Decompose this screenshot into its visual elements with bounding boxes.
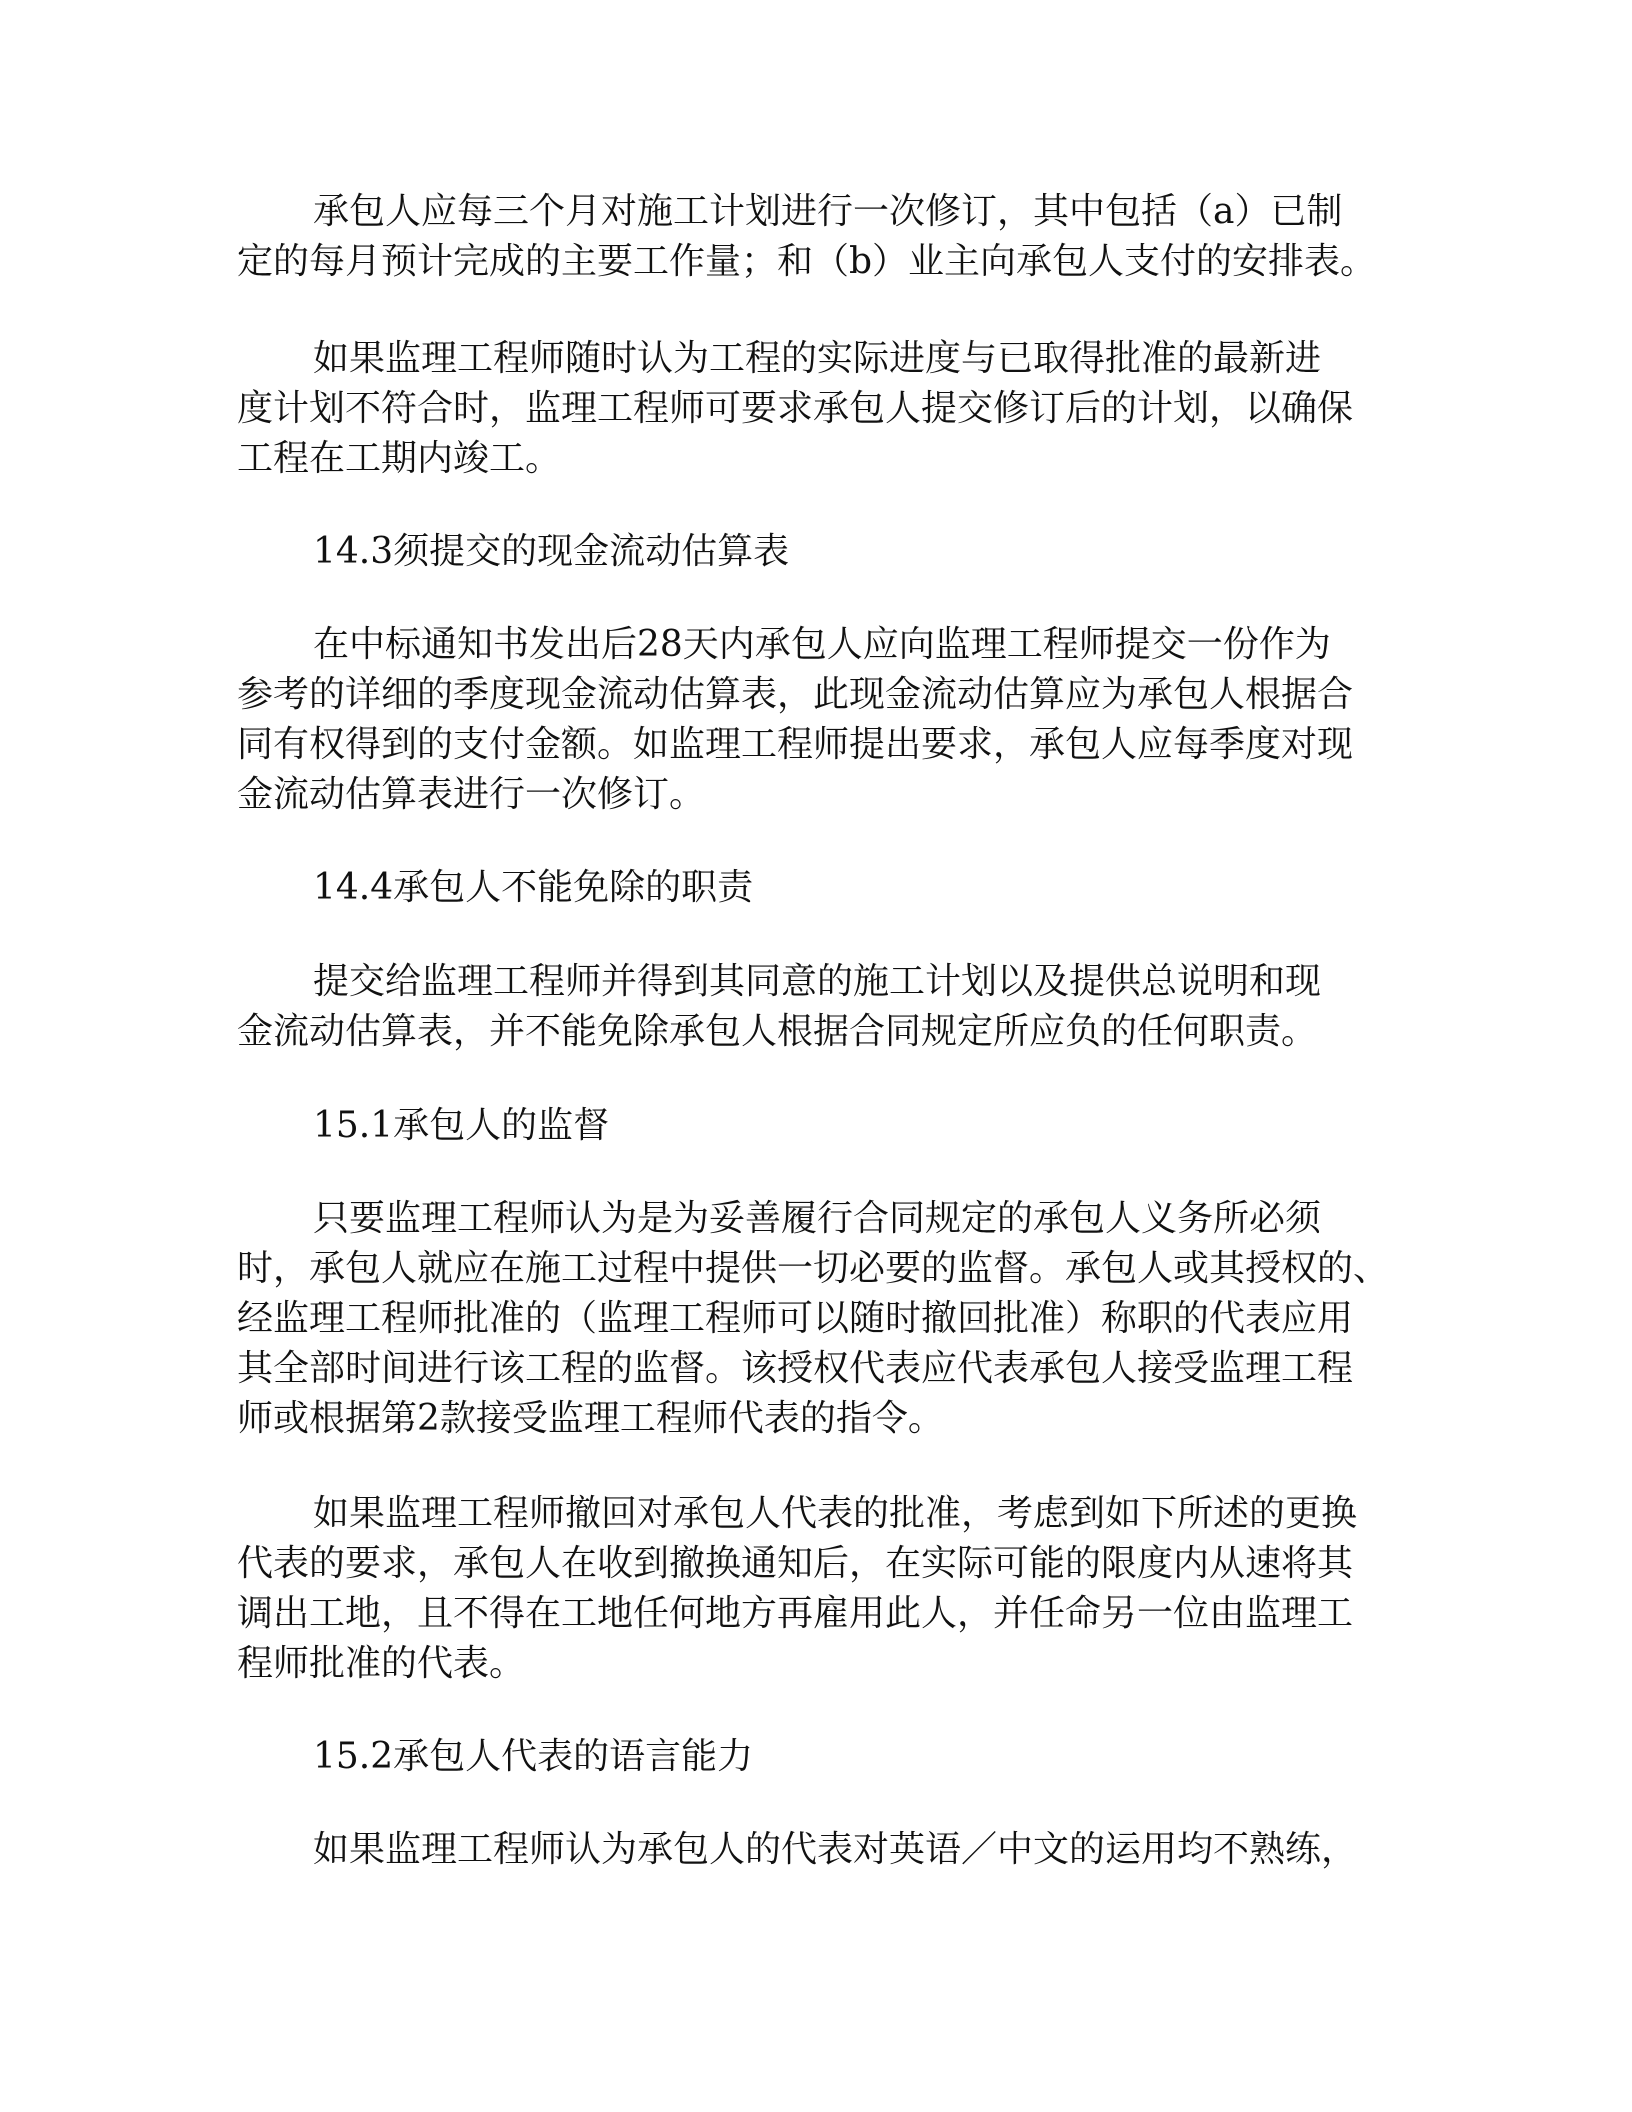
paragraph-line: 时，承包人就应在施工过程中提供一切必要的监督。承包人或其授权的、 [237,1248,1390,1289]
paragraph-line: 提交给监理工程师并得到其同意的施工计划以及提供总说明和现 [313,961,1322,1002]
paragraph-line: 程师批准的代表。 [237,1643,526,1684]
paragraph-line: 工程在工期内竣工。 [237,438,562,479]
paragraph-line: 代表的要求，承包人在收到撤换通知后，在实际可能的限度内从速将其 [237,1543,1354,1584]
paragraph-line: 在中标通知书发出后28天内承包人应向监理工程师提交一份作为 [313,624,1331,665]
paragraph-line: 如果监理工程师随时认为工程的实际进度与已取得批准的最新进 [313,338,1322,379]
paragraph-line: 如果监理工程师认为承包人的代表对英语／中文的运用均不熟练， [313,1829,1358,1870]
section-heading: 15.1承包人的监督 [313,1105,610,1146]
section-heading: 14.3须提交的现金流动估算表 [313,531,790,572]
paragraph-line: 同有权得到的支付金额。如监理工程师提出要求，承包人应每季度对现 [237,724,1354,765]
section-heading: 15.2承包人代表的语言能力 [313,1736,754,1777]
paragraph-line: 师或根据第2款接受监理工程师代表的指令。 [237,1398,944,1439]
paragraph-line: 承包人应每三个月对施工计划进行一次修订，其中包括（a）已制 [313,191,1343,232]
paragraph-line: 其全部时间进行该工程的监督。该授权代表应代表承包人接受监理工程 [237,1348,1354,1389]
paragraph-line: 定的每月预计完成的主要工作量；和（b）业主向承包人支付的安排表。 [237,241,1377,282]
paragraph-line: 参考的详细的季度现金流动估算表，此现金流动估算应为承包人根据合 [237,674,1354,715]
paragraph-line: 经监理工程师批准的（监理工程师可以随时撤回批准）称职的代表应用 [237,1298,1354,1339]
paragraph-line: 金流动估算表，并不能免除承包人根据合同规定所应负的任何职责。 [237,1011,1318,1052]
paragraph-line: 如果监理工程师撤回对承包人代表的批准，考虑到如下所述的更换 [313,1493,1358,1534]
paragraph-line: 度计划不符合时，监理工程师可要求承包人提交修订后的计划，以确保 [237,388,1354,429]
paragraph-line: 只要监理工程师认为是为妥善履行合同规定的承包人义务所必须 [313,1198,1322,1239]
section-heading: 14.4承包人不能免除的职责 [313,867,754,908]
paragraph-line: 金流动估算表进行一次修订。 [237,774,706,815]
paragraph-line: 调出工地，且不得在工地任何地方再雇用此人，并任命另一位由监理工 [237,1593,1354,1634]
